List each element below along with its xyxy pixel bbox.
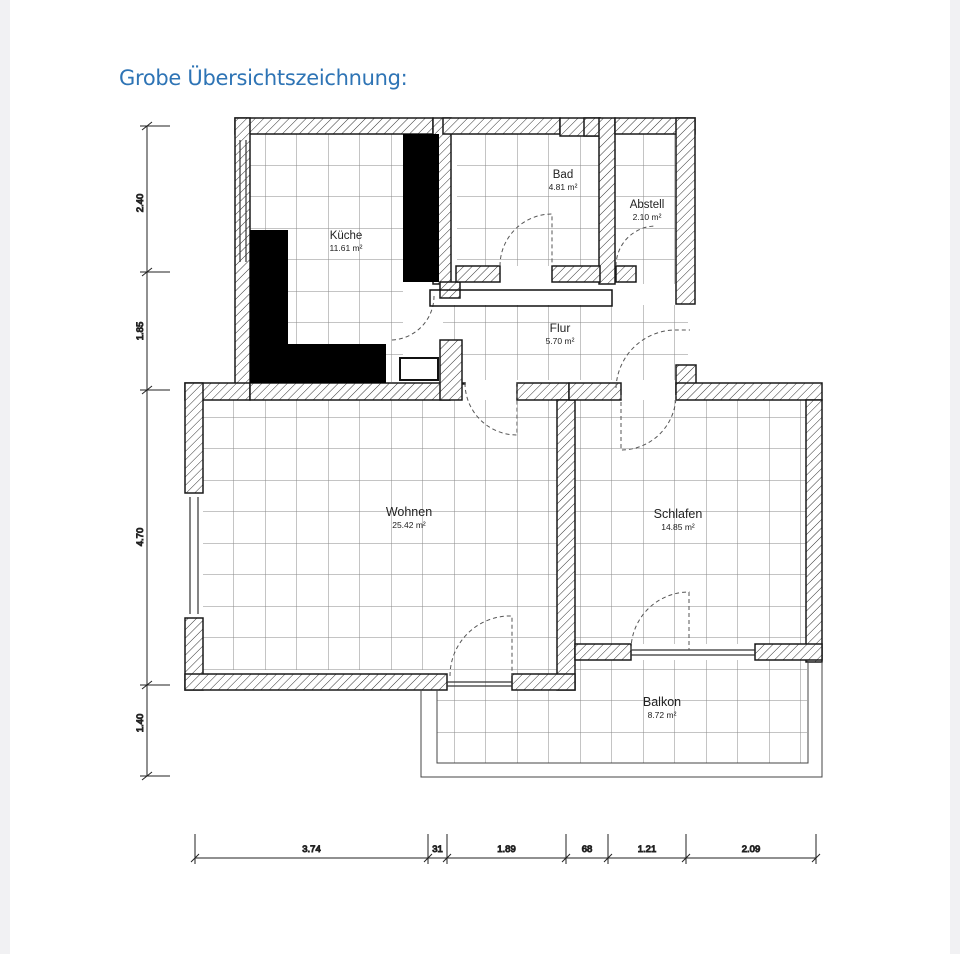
dim-label-horizontal: 3.74 [302, 844, 321, 855]
wall-segment [575, 644, 631, 660]
dim-label-horizontal: 1.89 [497, 844, 516, 855]
wall-segment [517, 383, 569, 400]
room-name-schlafen: Schlafen [653, 507, 703, 521]
dim-label-horizontal: 2.09 [741, 844, 761, 855]
dim-label-vertical: 1.40 [135, 713, 146, 733]
dim-label-vertical: 4.70 [135, 527, 146, 547]
dim-label-horizontal: 68 [581, 844, 593, 855]
room-area-balkon: 8.72 m² [647, 710, 677, 720]
wall-segment [185, 674, 447, 690]
dim-label-vertical: 1.85 [135, 321, 146, 341]
page-title: Grobe Übersichtszeichnung: [119, 66, 408, 90]
wall-segment [235, 118, 250, 384]
wall-segment [552, 266, 600, 282]
dim-label-horizontal: 1.21 [637, 844, 657, 855]
wall-segment [440, 340, 462, 400]
wall-segment [557, 400, 575, 690]
dim-label-horizontal: 31 [432, 844, 443, 855]
wall-segment [599, 118, 615, 284]
wall-segment [584, 118, 600, 136]
room-name-flur: Flur [549, 321, 571, 335]
wall-segment [185, 383, 203, 493]
room-area-schlafen: 14.85 m² [661, 522, 695, 532]
dim-label-vertical: 2.40 [135, 193, 146, 213]
room-area-bad: 4.81 m² [548, 182, 578, 192]
wall-segment [456, 266, 500, 282]
wall-segment [250, 383, 450, 400]
wall-segment [755, 644, 822, 660]
room-area-flur: 5.70 m² [545, 336, 575, 346]
wall-segment [616, 266, 636, 282]
room-name-bad: Bad [552, 169, 574, 181]
room-name-wohnen: Wohnen [385, 505, 433, 519]
room-name-kueche: Küche [329, 230, 363, 242]
wall-segment [443, 118, 560, 134]
room-area-kueche: 11.61 m² [329, 243, 363, 253]
room-name-abstell: Abstell [629, 199, 665, 211]
room-area-abstell: 2.10 m² [632, 212, 662, 222]
wall-segment [806, 400, 822, 662]
wall-segment [569, 383, 621, 400]
room-name-balkon: Balkon [642, 695, 682, 709]
wall-segment [676, 118, 695, 304]
wall-segment [235, 118, 433, 134]
wall-segment [512, 674, 575, 690]
room-area-wohnen: 25.42 m² [392, 520, 426, 530]
floor-tiles [203, 134, 807, 763]
wall-segment [676, 383, 822, 400]
